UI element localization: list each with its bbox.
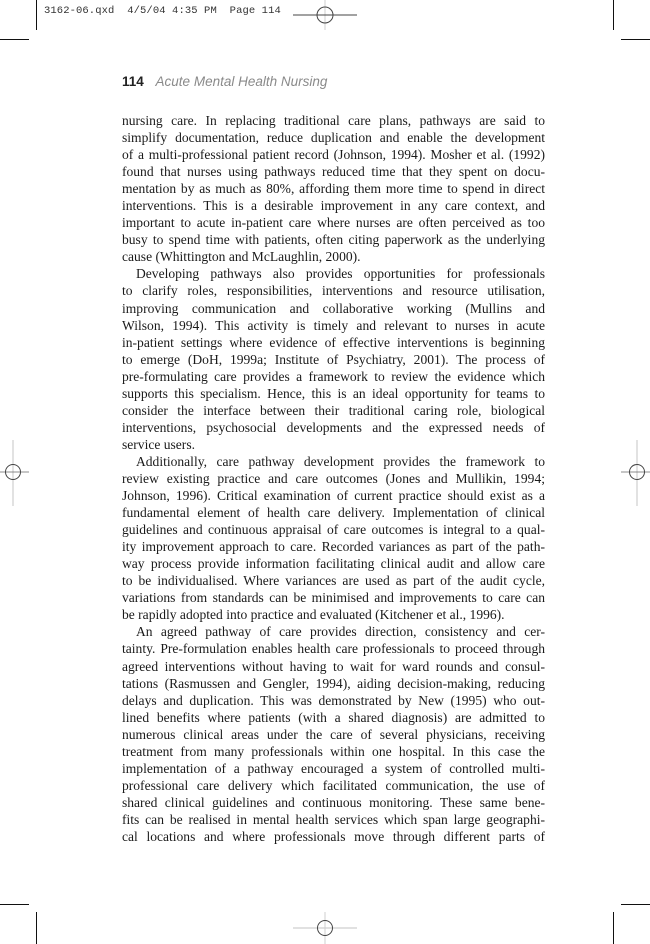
text-line: mentation by as much as 80%, affording them more time to spend in direct	[122, 181, 545, 197]
text-line: fundamental element of health care delivery. Implementation of clinical	[122, 505, 545, 521]
text-line: shared clinical guidelines and continuous monitoring. These same bene-	[122, 794, 545, 810]
text-line: in-patient settings where evidence of effective interventions is beginning	[122, 334, 545, 350]
book-title: Acute Mental Health Nursing	[155, 74, 328, 89]
crop-mark-bottom-right-vertical	[613, 912, 614, 944]
text-line: pre-formulating care provides a framework to review the evidence which	[122, 368, 545, 384]
text-line: delays and duplication. This was demonstrated by New (1995) who out-	[122, 692, 545, 708]
text-line: review existing practice and care outcomes (Jones and Mullikin, 1994;	[122, 470, 545, 486]
text-line: tainty. Pre-formulation enables health care professionals to proceed through	[122, 641, 545, 657]
registration-mark-top-icon	[290, 0, 360, 30]
text-line: interventions. This is a desirable improvement in any care context, and	[122, 198, 545, 214]
text-line: An agreed pathway of care provides direction, consistency and cer-	[136, 624, 545, 640]
paragraph	[122, 112, 545, 265]
text-line: professional care delivery which facilitated communication, the use of	[122, 777, 545, 793]
text-line: ity improvement approach to care. Recorded variances as part of the path-	[122, 539, 545, 555]
crop-mark-top-left-vertical	[36, 0, 37, 30]
registration-mark-left-icon	[0, 440, 30, 506]
registration-mark-bottom-icon	[290, 912, 360, 944]
text-line: be rapidly adopted into practice and evaluated (Kitchener et al., 1996).	[122, 607, 505, 623]
text-line: cause (Whittington and McLaughlin, 2000).	[122, 249, 361, 265]
text-line: busy to spend time with patients, often citing paperwork as the underlying	[122, 232, 545, 248]
text-line: way process provide information facilitating clinical audit and allow care	[122, 556, 545, 572]
crop-mark-top-right-horizontal	[621, 39, 650, 40]
print-slug	[44, 5, 281, 17]
crop-mark-bottom-right-horizontal	[621, 904, 650, 905]
crop-mark-bottom-left-vertical	[36, 912, 37, 944]
text-line: simplify documentation, reduce duplication and enable the development	[122, 130, 545, 146]
text-line: Additionally, care pathway development provides the framework to	[136, 453, 545, 469]
paragraph	[122, 623, 545, 845]
text-line: Developing pathways also provides opportunities for professionals	[136, 266, 545, 282]
slug-filename: 3162-06.qxd	[44, 5, 115, 17]
slug-time: 4:35 PM	[172, 5, 217, 17]
crop-mark-bottom-left-horizontal	[0, 904, 29, 905]
text-line: to emerge (DoH, 1999a; Institute of Psychiatry, 2001). The process of	[122, 351, 545, 367]
body-text	[122, 112, 545, 845]
text-line: found that nurses using pathways reduced time that they spent on docu-	[122, 164, 545, 180]
text-line: consider the interface between their traditional caring role, biological	[122, 402, 545, 418]
crop-mark-top-right-vertical	[613, 0, 614, 30]
text-line: treatment from many professionals within one hospital. In this case the	[122, 743, 545, 759]
paragraph	[122, 453, 545, 623]
page-number: 114	[122, 74, 144, 89]
text-line: agreed interventions without having to wait for ward rounds and consul-	[122, 658, 545, 674]
slug-date: 4/5/04	[127, 5, 166, 17]
text-line: numerous clinical areas under the care of several physicians, receiving	[122, 726, 545, 742]
text-line: Johnson, 1996). Critical examination of current practice should exist as a	[122, 488, 545, 504]
text-line: guidelines and continuous appraisal of care outcomes is integral to a qual-	[122, 522, 545, 538]
text-line: supports this specialism. Hence, this is an ideal opportunity for teams to	[122, 385, 545, 401]
text-line: important to acute in-patient care where nurses are often perceived as too	[122, 215, 545, 231]
text-line: nursing care. In replacing traditional care plans, pathways are said to	[122, 113, 545, 128]
text-line: fits can be realised in mental health services which span large geographi-	[122, 811, 545, 827]
text-line: to clarify roles, responsibilities, interventions and resource utilisation,	[122, 283, 545, 299]
registration-mark-right-icon	[620, 440, 650, 506]
paragraph	[122, 265, 545, 453]
text-line: Wilson, 1994). This activity is timely and relevant to nurses in acute	[122, 317, 545, 333]
slug-page: Page 114	[229, 5, 281, 17]
crop-mark-top-left-horizontal	[0, 39, 29, 40]
text-line: implementation of a pathway encouraged a system of controlled multi-	[122, 760, 545, 776]
text-line: to be individualised. Where variances are used as part of the audit cycle,	[122, 573, 545, 589]
text-line: variations from standards can be minimised and improvements to care can	[122, 590, 545, 606]
text-line: of a multi-professional patient record (Johnson, 1994). Mosher et al. (1992)	[122, 147, 545, 163]
running-head	[122, 74, 327, 89]
text-line: service users.	[122, 436, 195, 452]
text-line: tations (Rasmussen and Gengler, 1994), aiding decision-making, reducing	[122, 675, 545, 691]
text-line: interventions, psychosocial developments and the expressed needs of	[122, 419, 545, 435]
text-line: improving communication and collaborative working (Mullins and	[122, 300, 545, 316]
text-line: lined benefits where patients (with a shared diagnosis) are admitted to	[122, 709, 545, 725]
text-line: cal locations and where professionals move through different parts of	[122, 828, 545, 844]
